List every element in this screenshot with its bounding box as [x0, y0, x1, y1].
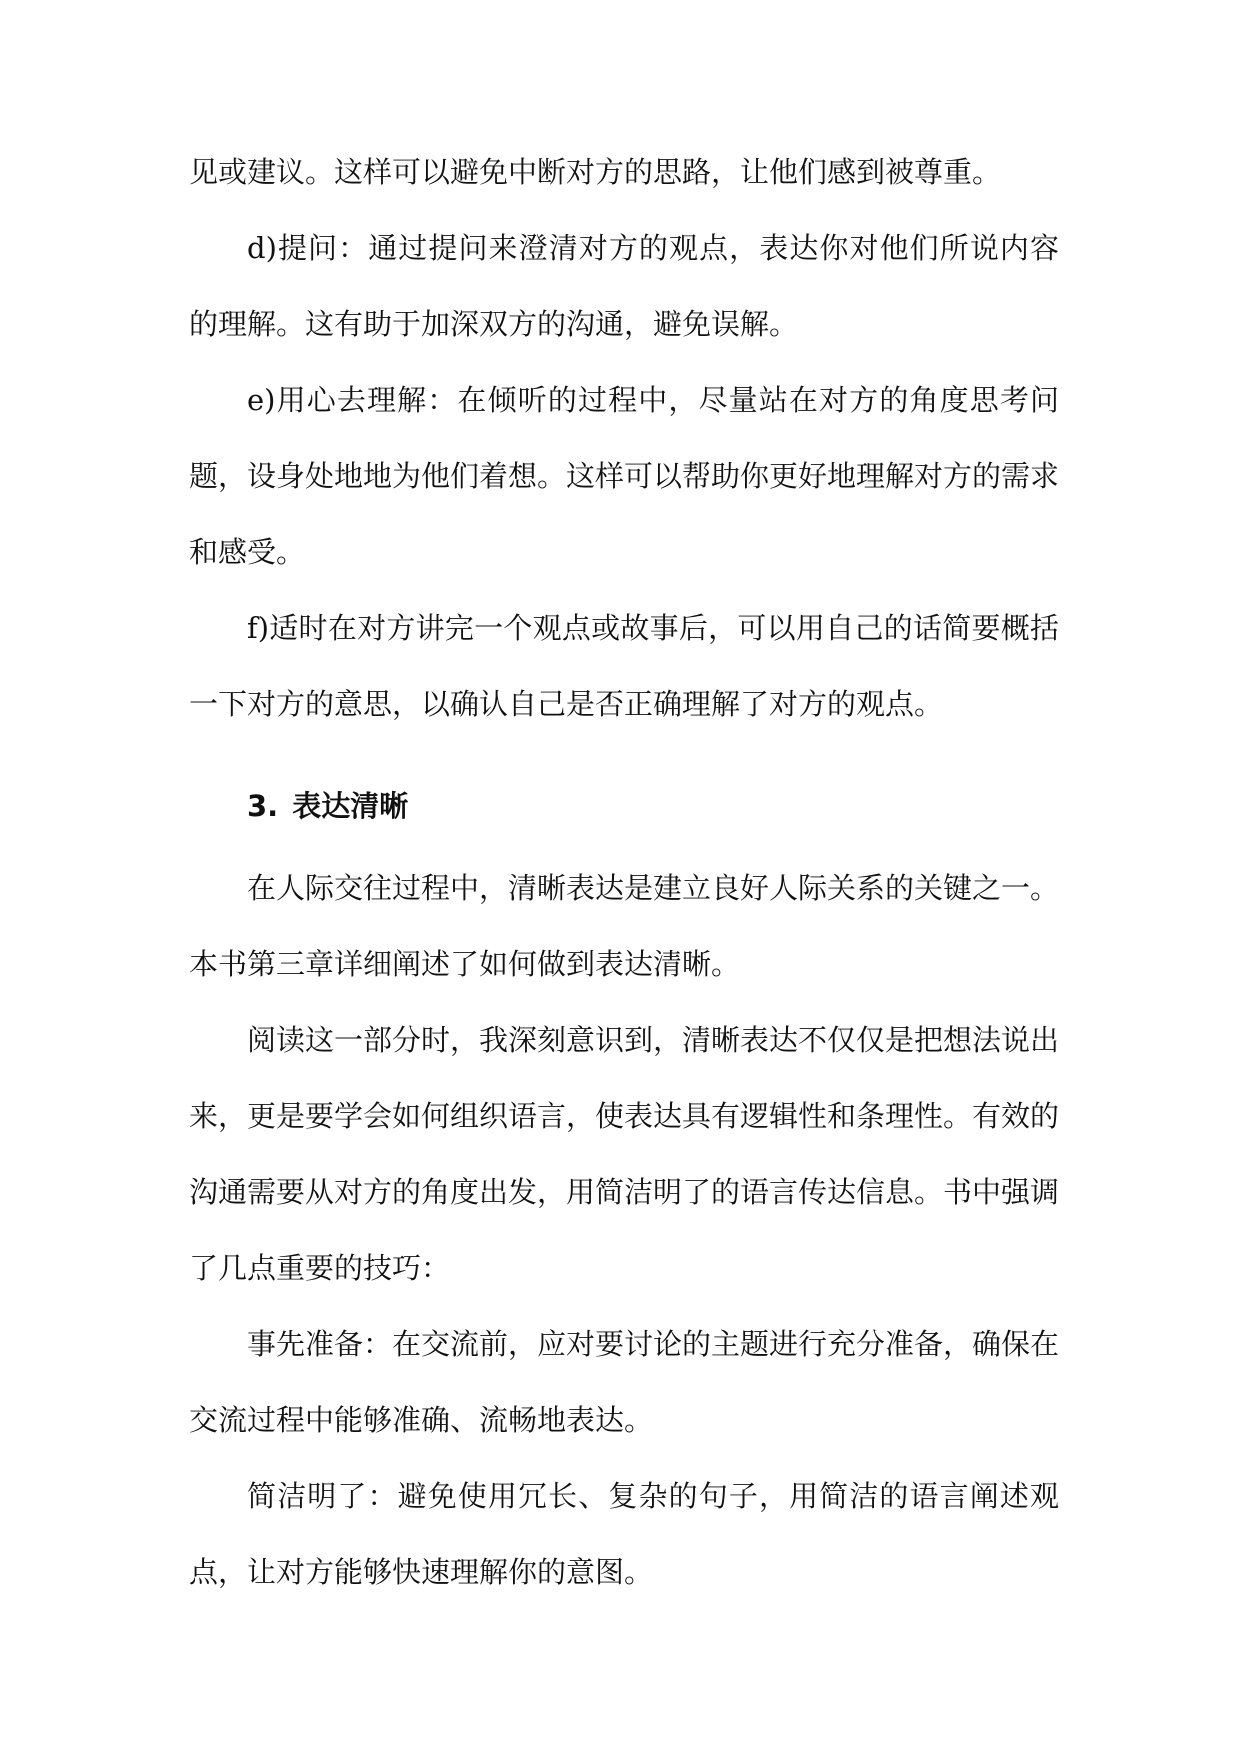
- section-title: 表达清晰: [292, 789, 409, 823]
- paragraph-reflection: 阅读这一部分时，我深刻意识到，清晰表达不仅仅是把想法说出来，更是要学会如何组织语言，使表达具有逻辑性和条理性。有效的沟通需要从对方的角度出发，用简洁明了的语言传达信息。书中强调了几点重要的技巧：: [189, 1023, 1060, 1285]
- paragraph-tip-f: f)适时在对方讲完一个观点或故事后，可以用自己的话简要概括一下对方的意思，以确认自己是否正确理解了对方的观点。: [189, 611, 1059, 721]
- section-heading: [247, 786, 408, 826]
- paragraph-continuation: 见或建议。这样可以避免中断对方的思路，让他们感到被尊重。: [189, 155, 1002, 189]
- section-number: 3.: [247, 789, 279, 823]
- paragraph-tip-e: e)用心去理解：在倾听的过程中，尽量站在对方的角度思考问题，设身处地地为他们着想。这样可以帮助你更好地理解对方的需求和感受。: [189, 383, 1060, 569]
- paragraph-concise: 简洁明了：避免使用冗长、复杂的句子，用简洁的语言阐述观点，让对方能够快速理解你的意图。: [189, 1479, 1059, 1589]
- paragraph-tip-d: d)提问：通过提问来澄清对方的观点，表达你对他们所说内容的理解。这有助于加深双方的沟通，避免误解。: [189, 231, 1059, 341]
- paragraph-prepare: 事先准备：在交流前，应对要讨论的主题进行充分准备，确保在交流过程中能够准确、流畅地表达。: [189, 1327, 1060, 1437]
- paragraph-intro: 在人际交往过程中，清晰表达是建立良好人际关系的关键之一。本书第三章详细阐述了如何做到表达清晰。: [189, 871, 1060, 981]
